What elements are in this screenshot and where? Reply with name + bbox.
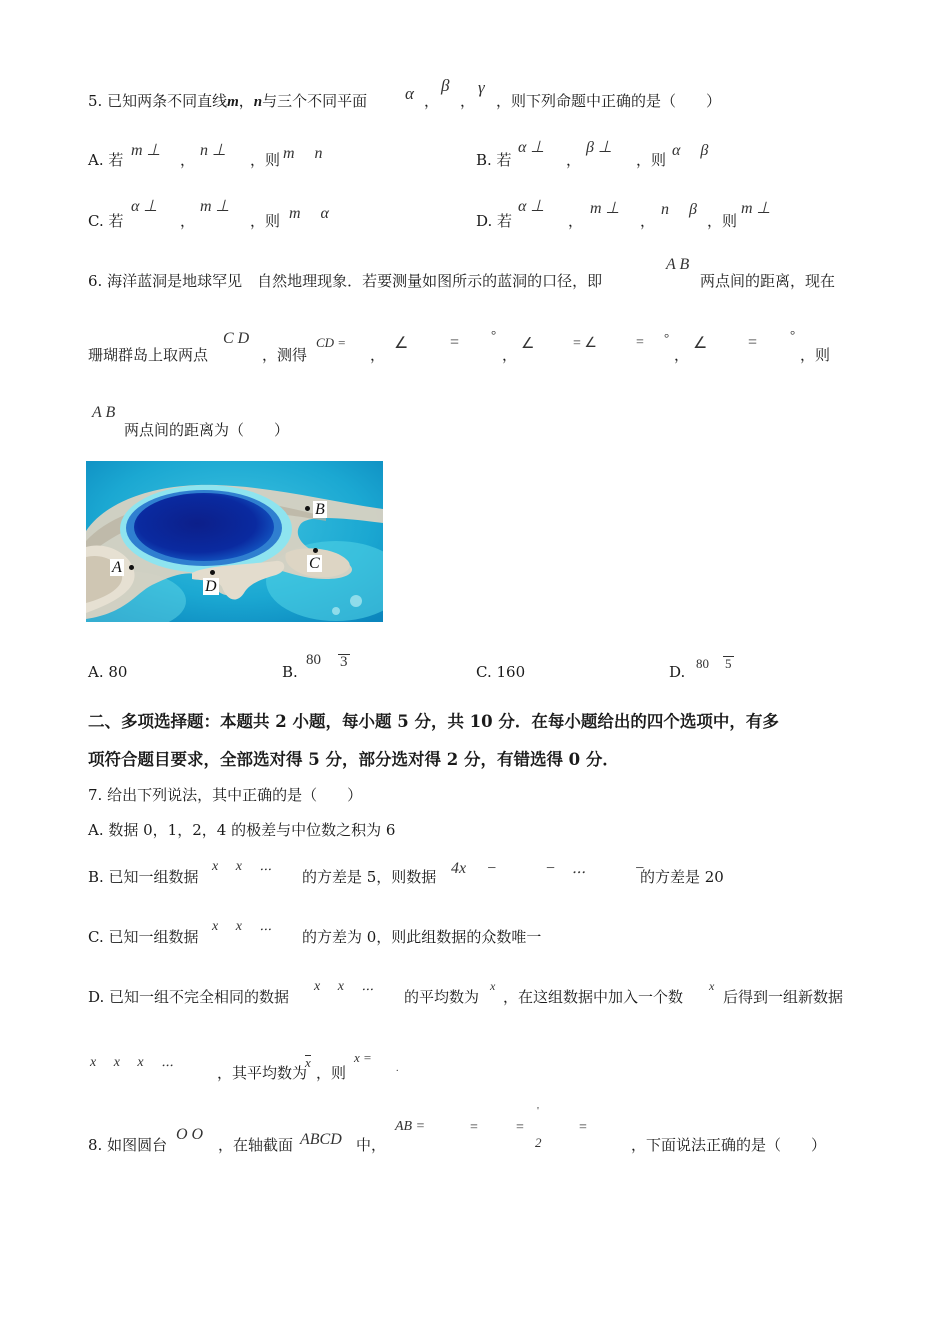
q7-option-c-a: C. 已知一组数据 (88, 928, 199, 946)
q6-deg-1: ° (491, 327, 497, 342)
q6-ab-2: A B (92, 404, 116, 421)
q6-ab-1: A B (666, 256, 690, 273)
label-c: C (309, 555, 320, 572)
q5-option-d-p3: n β (661, 201, 697, 218)
q5-stem-end: ，则下列命题中正确的是（ ） (496, 92, 722, 110)
q5-beta: β (441, 76, 450, 95)
q5-option-c-result: m α (289, 205, 329, 222)
q5-option-d-result: m ⊥ (741, 200, 771, 217)
q5-n: n (253, 94, 263, 110)
q6-comma3: ， (674, 346, 690, 364)
q6-eq-2: = ∠ (573, 336, 597, 351)
label-b: B (315, 501, 325, 518)
q7-option-d-b: 的平均数为 (404, 988, 480, 1006)
q5-stem-text: 5. 已知两条不同直线 (88, 92, 228, 110)
q8-eq-2: = (516, 1120, 524, 1135)
q8-abcd: ABCD (300, 1131, 342, 1148)
q5-option-d-sep2: ， (640, 212, 656, 230)
q8-ab: AB = (395, 1119, 426, 1134)
q7-option-c-b: 的方差为 0，则此组数据的众数唯一 (302, 928, 542, 946)
q7-option-d-x2: x x x ⋯ (90, 1055, 174, 1070)
q7-option-d-c: ，在这组数据中加入一个数 (503, 988, 684, 1006)
point-d-marker (210, 570, 215, 575)
q8-stem-c: 中， (356, 1136, 387, 1154)
q6-angle-1: ∠ (394, 335, 409, 352)
q8-tick: ' (537, 1105, 539, 1117)
q6-comma2: ， (502, 346, 518, 364)
q5-option-c-p2: m ⊥ (200, 198, 230, 215)
q7-option-d-bar: x (305, 1055, 311, 1070)
q5-option-b-label: B. 若 (476, 151, 512, 169)
q6-line3: 两点间的距离为（ ） (124, 421, 290, 439)
section2-heading-line1: 二、多项选择题：本题共 2 小题，每小题 5 分，共 10 分．在每小题给出的四个选项中，有多 (88, 712, 779, 731)
q5-option-a-label: A. 若 (88, 151, 124, 169)
q5-option-a-n: n ⊥ (200, 142, 226, 159)
q5-option-a-sep: ， (180, 151, 196, 169)
q5-option-b-p2: β ⊥ (586, 139, 612, 156)
q7-option-b-a: B. 已知一组数据 (88, 868, 199, 886)
q6-option-d-value: 80 (696, 656, 709, 671)
q6-option-b-radical: 3 (340, 654, 348, 670)
label-d: D (205, 578, 217, 595)
q6-cd-eq: CD = (316, 335, 347, 350)
q7-option-d-x: x x ⋯ (314, 979, 375, 994)
q7-option-c-x: x x ⋯ (212, 919, 273, 934)
q8-stem-b: ，在轴截面 (218, 1136, 294, 1154)
q5-comma: ， (238, 92, 254, 110)
q5-gamma: γ (478, 78, 485, 97)
q7-option-d-d: 后得到一组新数据 (723, 988, 844, 1006)
point-c-marker (313, 548, 318, 553)
q5-option-c-p1: α ⊥ (131, 198, 158, 215)
q6-line1: 6. 海洋蓝洞是地球罕见 自然地理现象．若要测量如图所示的蓝洞的口径，即 (88, 272, 603, 290)
blue-hole-illustration (86, 461, 383, 622)
q6-eq-1: = (450, 334, 460, 351)
q5-option-d-p1: α ⊥ (518, 198, 545, 215)
q5-option-d-label: D. 若 (476, 212, 513, 230)
q5-option-b-then: ，则 (636, 151, 667, 169)
q7-option-d-f: ，则 (316, 1064, 347, 1082)
q7-option-d-xs: x (490, 979, 496, 993)
q5-option-c-label: C. 若 (88, 212, 124, 230)
q6-option-d-label: D. (669, 663, 686, 681)
q8-oo: O O (176, 1126, 204, 1143)
q6-option-b-label: B. (282, 663, 298, 681)
q6-eq-4: = (748, 334, 758, 351)
q5-option-a-result: m n (283, 145, 323, 162)
q6-line2-measured: ，测得 (262, 346, 308, 364)
label-a: A (112, 559, 122, 576)
q6-deg-3: ° (790, 327, 796, 342)
q5-stem (88, 90, 367, 111)
q6-line1-end: 两点间的距离，现在 (700, 272, 836, 290)
q5-sep2: ， (460, 92, 476, 110)
q5-stem-text-2: 与三个不同平面 (262, 92, 368, 110)
q7-option-d-xs2: x (709, 979, 715, 993)
q7-option-d-a: D. 已知一组不完全相同的数据 (88, 988, 290, 1006)
point-a-marker (129, 565, 134, 570)
q8-stem-d: ，下面说法正确的是（ ） (631, 1136, 827, 1154)
q5-option-a-then: ，则 (250, 151, 281, 169)
q6-option-d-radical: 5 (725, 656, 732, 671)
q7-option-b-x: x x ⋯ (212, 859, 273, 874)
q6-angle-2: ∠ (521, 336, 535, 352)
q6-option-c: C. 160 (476, 663, 526, 681)
q6-option-b-value: 80 (306, 652, 321, 668)
q8-two: 2 (535, 1135, 542, 1150)
q5-option-d-then: ，则 (707, 212, 738, 230)
q5-option-d-sep1: ， (568, 212, 584, 230)
q7-option-d-e: ，其平均数为 (217, 1064, 308, 1082)
q6-cd: C D (223, 330, 250, 347)
q5-option-a-m: m ⊥ (131, 142, 161, 159)
q6-then: ，则 (800, 346, 831, 364)
q5-option-d-p2: m ⊥ (590, 200, 620, 217)
q7-option-a: A. 数据 0，1，2，4 的极差与中位数之积为 6 (88, 821, 396, 839)
q6-eq-3: = (636, 335, 644, 350)
q6-option-a: A. 80 (88, 663, 128, 681)
section2-heading-line2: 项符合题目要求，全部选对得 5 分，部分选对得 2 分，有错选得 0 分． (88, 750, 619, 769)
q7-option-b-c: 的方差是 20 (640, 868, 724, 886)
q5-option-b-sep: ， (566, 151, 582, 169)
q6-comma1: ， (370, 346, 386, 364)
q5-alpha: α (405, 84, 414, 103)
q7-option-b-b: 的方差是 5，则数据 (302, 868, 437, 886)
point-b-marker (305, 506, 310, 511)
q7-option-d-tail: . (396, 1063, 399, 1074)
q6-line2: 珊瑚群岛上取两点 (88, 346, 209, 364)
q6-deg-2: ° (664, 330, 670, 345)
q5-option-b-result: α β (672, 142, 709, 159)
q6-angle-3: ∠ (693, 335, 708, 352)
q5-m: m (227, 94, 239, 110)
q5-option-c-sep: ， (180, 212, 196, 230)
q7-stem: 7. 给出下列说法，其中正确的是（ ） (88, 786, 363, 804)
q5-sep1: ， (424, 92, 440, 110)
q8-eq-1: = (470, 1120, 478, 1135)
q5-option-b-p1: α ⊥ (518, 139, 545, 156)
blue-hole-photo (86, 461, 383, 622)
q5-option-c-then: ，则 (250, 212, 281, 230)
q7-option-b-expr: 4x − − ⋯ − (451, 860, 645, 877)
q7-option-d-bar2: x = (354, 1050, 372, 1065)
q8-stem-a: 8. 如图圆台 (88, 1136, 168, 1154)
q8-eq-3: = (579, 1120, 587, 1135)
